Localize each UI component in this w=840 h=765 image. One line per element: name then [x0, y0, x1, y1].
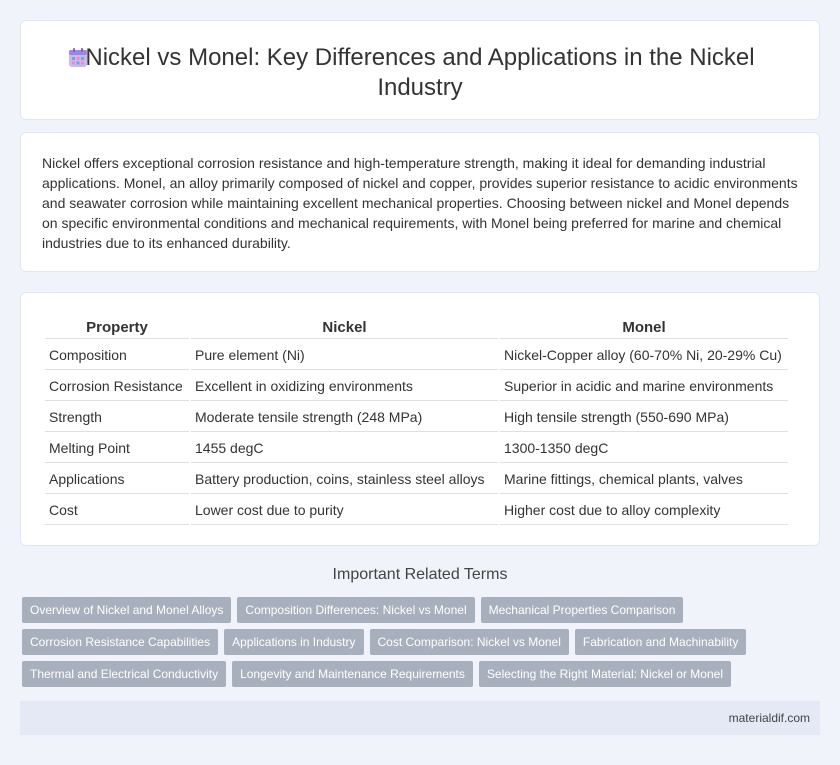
table-cell: 1455 degC	[191, 434, 498, 463]
table-cell: Nickel-Copper alloy (60-70% Ni, 20-29% Cu)	[500, 341, 788, 370]
table-cell: Pure element (Ni)	[191, 341, 498, 370]
table-header-row	[45, 317, 788, 339]
table-cell: Cost	[45, 496, 189, 525]
table-cell: Excellent in oxidizing environments	[191, 372, 498, 401]
table-row	[45, 341, 788, 370]
comparison-table-card	[20, 292, 820, 546]
related-term-tag[interactable]: Composition Differences: Nickel vs Monel	[237, 597, 474, 623]
table-cell: 1300-1350 degC	[500, 434, 788, 463]
related-term-tag[interactable]: Applications in Industry	[224, 629, 363, 655]
table-cell: Applications	[45, 465, 189, 494]
table-header-cell: Nickel	[191, 317, 498, 339]
table-cell: Composition	[45, 341, 189, 370]
table-header-cell: Monel	[500, 317, 788, 339]
table-cell: Marine fittings, chemical plants, valves	[500, 465, 788, 494]
related-term-tag[interactable]: Thermal and Electrical Conductivity	[22, 661, 226, 687]
related-term-tag[interactable]: Corrosion Resistance Capabilities	[22, 629, 218, 655]
table-row	[45, 434, 788, 463]
table-row	[45, 496, 788, 525]
table-cell: Moderate tensile strength (248 MPa)	[191, 403, 498, 432]
page-title-line-2: Industry	[377, 74, 463, 101]
table-row	[45, 465, 788, 494]
table-row	[45, 403, 788, 432]
table-header-cell: Property	[45, 317, 189, 339]
related-term-tag[interactable]: Overview of Nickel and Monel Alloys	[22, 597, 231, 623]
tag-row	[22, 597, 822, 623]
related-term-tag[interactable]: Mechanical Properties Comparison	[481, 597, 684, 623]
comparison-table	[43, 315, 790, 527]
intro-paragraph: Nickel offers exceptional corrosion resistance and high-temperature strength, making it ideal for demanding industrial applications. Monel, an alloy primarily composed of nickel and copper, provides superior resistance to acidic environments and seawater corrosion while maintaining excellent mechanical properties. Choosing between nickel and Monel depends on specific environmental conditions and mechanical requirements, with Monel being preferred for marine and chemical industries due to its enhanced durability.	[42, 155, 798, 251]
table-cell: Higher cost due to alloy complexity	[500, 496, 788, 525]
footer	[20, 701, 820, 735]
related-term-tag[interactable]: Cost Comparison: Nickel vs Monel	[370, 629, 569, 655]
table-cell: Lower cost due to purity	[191, 496, 498, 525]
related-term-tag[interactable]: Selecting the Right Material: Nickel or Monel	[479, 661, 731, 687]
header-card	[20, 20, 820, 120]
table-cell: Battery production, coins, stainless steel alloys	[191, 465, 498, 494]
table-cell: Superior in acidic and marine environments	[500, 372, 788, 401]
table-cell: Corrosion Resistance	[45, 372, 189, 401]
table-cell: Melting Point	[45, 434, 189, 463]
tag-row	[22, 629, 822, 655]
related-terms-tags	[22, 597, 822, 693]
intro-card	[20, 132, 820, 272]
related-terms-heading: Important Related Terms	[332, 566, 508, 583]
related-term-tag[interactable]: Longevity and Maintenance Requirements	[232, 661, 473, 687]
page-title-line-1: Nickel vs Monel: Key Differences and Applications in the Nickel	[85, 44, 755, 71]
table-cell: High tensile strength (550-690 MPa)	[500, 403, 788, 432]
table-cell: Strength	[45, 403, 189, 432]
tag-row	[22, 661, 822, 687]
table-row	[45, 372, 788, 401]
footer-site-link[interactable]: materialdif.com	[728, 711, 810, 725]
page-title	[21, 43, 819, 103]
related-term-tag[interactable]: Fabrication and Machinability	[575, 629, 746, 655]
